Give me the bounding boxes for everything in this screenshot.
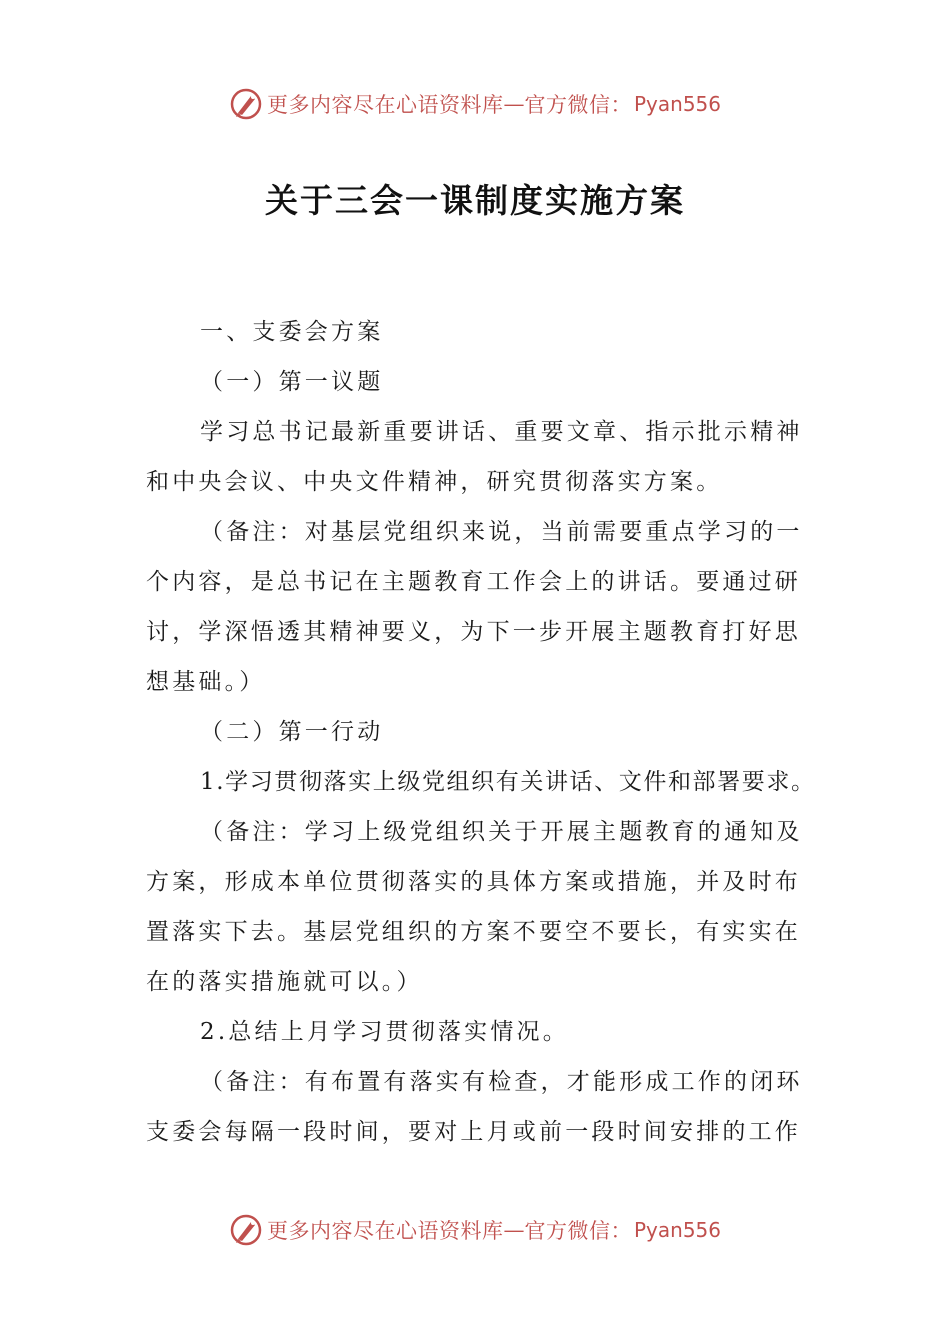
banner-wechat-label: 官方微信： [524, 1219, 632, 1243]
note-paragraph: （备注：对基层党组织来说，当前需要重点学习的一个内容，是总书记在主题教育工作会上的讲话。要通过研讨，学深悟透其精神要义，为下一步开展主题教育打好思想基础。） [146, 519, 803, 695]
note-paragraph: （备注：有布置有落实有检查，才能形成工作的闭环支委会每隔一段时间，要对上月或前一段时间安排的工作 [146, 1069, 803, 1145]
document-body [146, 307, 818, 1157]
banner-text: 更多内容尽在心语资料库 [266, 93, 504, 117]
document-title: 关于三会一课制度实施方案 [265, 181, 685, 220]
body-paragraph: 学习总书记最新重要讲话、重要文章、指示批示精神和中央会议、中央文件精神，研究贯彻落实方案。 [146, 419, 803, 495]
note-paragraph: （备注：学习上级党组织关于开展主题教育的通知及方案，形成本单位贯彻落实的具体方案或措施，并及时布置落实下去。基层党组织的方案不要空不要长，有实实在在的落实措施就可以。） [146, 819, 803, 995]
banner-text: 更多内容尽在心语资料库 [266, 1219, 504, 1243]
pen-logo-icon [229, 1213, 263, 1247]
pen-logo-icon [229, 87, 263, 121]
banner-separator: — [503, 92, 525, 116]
subsection-heading: （一）第一议题 [200, 369, 384, 395]
subsection-heading: （二）第一行动 [200, 719, 384, 745]
banner-wechat-id: Pyan556 [633, 1218, 721, 1242]
footer-watermark-banner [0, 1210, 950, 1250]
header-watermark-banner [0, 84, 950, 124]
banner-wechat-id: Pyan556 [633, 92, 721, 116]
banner-separator: — [503, 1218, 525, 1242]
list-item: 1.学习贯彻落实上级党组织有关讲话、文件和部署要求。 [200, 769, 816, 795]
banner-wechat-label: 官方微信： [524, 93, 632, 117]
section-heading: 一、支委会方案 [200, 319, 384, 345]
list-item: 2.总结上月学习贯彻落实情况。 [200, 1019, 569, 1045]
